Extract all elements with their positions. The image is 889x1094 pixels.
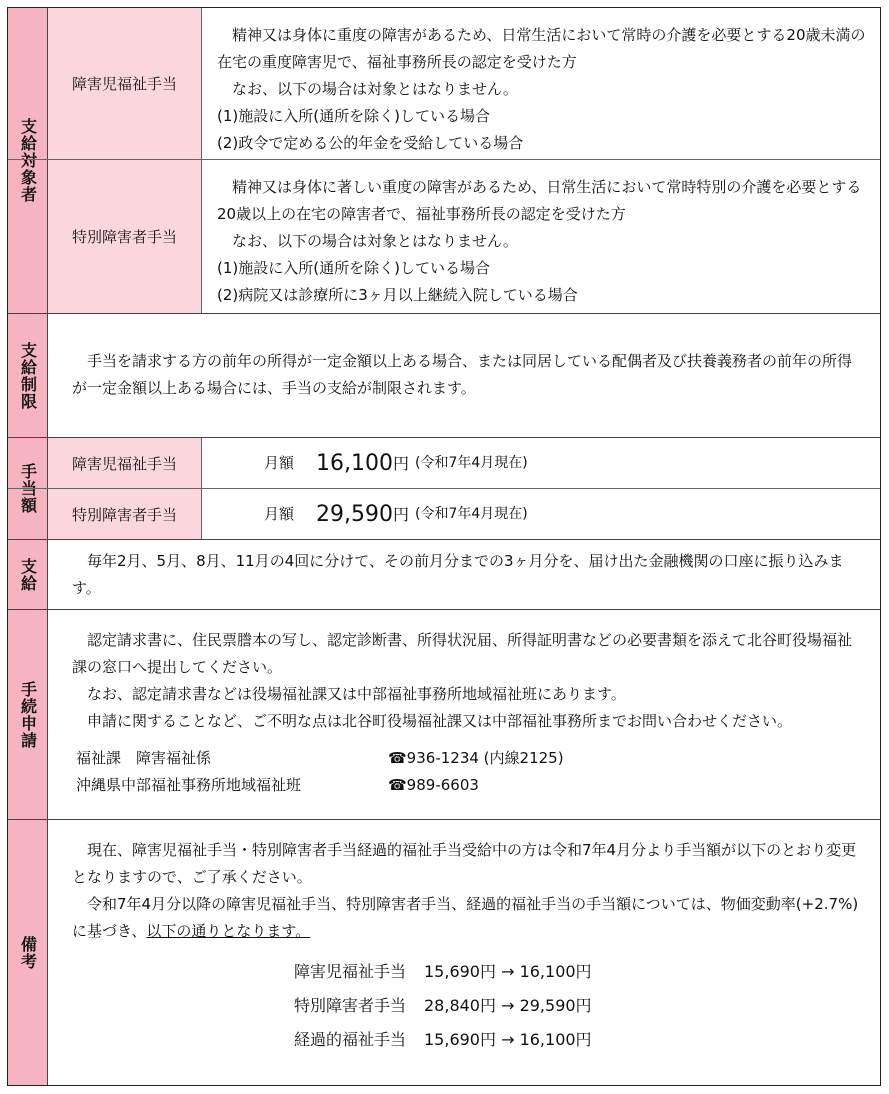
row-label: 障害児福祉手当 bbox=[48, 438, 202, 488]
section-amount bbox=[8, 438, 880, 540]
amount-value: 29,590 bbox=[316, 501, 393, 527]
section-body: 現在、障害児福祉手当・特別障害者手当経過的福祉手当受給中の方は令和7年4月分より手当額が以下のとおり変更となりますので、ご了承ください。 令和7年4月分以降の障害児福祉手当、特別障害者手当、経過的福祉手当の手当額については、物価変動率(+2.7%)に基づき、以下の通りとなります。 障害児福祉手当 15,690円 → 16,100円 特別障害者手当 28,840円 → 29,590円 経過的福祉手当 15,690円 → 16,100円 bbox=[48, 820, 880, 1085]
section-body: 手当を請求する方の前年の所得が一定金額以上ある場合、または同居している配偶者及び扶養義務者の前年の所得が一定金額以上ある場合には、手当の支給が制限されます。 bbox=[72, 352, 853, 397]
amount-value: 16,100 bbox=[316, 450, 393, 476]
contact-row bbox=[72, 745, 866, 772]
row-body: 月額 16,100 円 (令和7年4月現在) bbox=[264, 450, 528, 476]
amount-row bbox=[8, 489, 880, 539]
section-body: 毎年2月、5月、8月、11月の4回に分けて、その前月分までの3ヶ月分を、届け出た金融機関の口座に振り込みます。 bbox=[72, 552, 844, 597]
section-notes bbox=[8, 820, 880, 1085]
eligibility-special-row bbox=[8, 160, 880, 313]
row-label: 特別障害者手当 bbox=[48, 489, 202, 539]
section-eligibility bbox=[8, 8, 880, 314]
contact-row bbox=[72, 772, 866, 799]
amount-change-list bbox=[72, 955, 866, 1057]
section-header: 支給対象者 bbox=[8, 8, 48, 313]
section-header: 手当額 bbox=[8, 438, 48, 539]
row-body: 月額 29,590 円 (令和7年4月現在) bbox=[264, 501, 528, 527]
amount-change-row: 特別障害者手当 28,840円 → 29,590円 bbox=[294, 996, 592, 1015]
section-header: 支給制限 bbox=[8, 314, 48, 437]
section-header: 備考 bbox=[8, 820, 48, 1085]
row-body: 精神又は身体に重度の障害があるため、日常生活において常時の介護を必要とする20歳未満の在宅の重度障害児で、福祉事務所長の認定を受けた方 なお、以下の場合は対象とはなりません。 (1)施設に入所(通所を除く)している場合 (2)政令で定める公的年金を受給している場合 bbox=[217, 26, 866, 152]
contact-name: 沖縄県中部福祉事務所地域福祉班 bbox=[76, 776, 302, 794]
amount-row bbox=[8, 438, 880, 489]
row-label: 特別障害者手当 bbox=[48, 160, 202, 313]
amount-change-row: 障害児福祉手当 15,690円 → 16,100円 bbox=[294, 962, 592, 981]
section-body: 認定請求書に、住民票謄本の写し、認定診断書、所得状況届、所得証明書などの必要書類を添えて北谷町役場福祉課の窓口へ提出してください。 なお、認定請求書などは役場福祉課又は中部福祉事務所地域福祉班にあります。 申請に関することなど、ご不明な点は北谷町役場福祉課又は中部福祉事務所までお問い合わせください。 福祉課 障害福祉係 ☎936-1234 (内線2125) 沖縄県中部福祉事務所地域福祉班 ☎989-6603 bbox=[48, 610, 880, 819]
section-header: 支給 bbox=[8, 540, 48, 609]
amount-change-row: 経過的福祉手当 15,690円 → 16,100円 bbox=[294, 1030, 592, 1049]
allowance-info-table bbox=[7, 7, 881, 1086]
contact-phone: ☎936-1234 (内線2125) bbox=[388, 749, 564, 767]
contact-phone: ☎989-6603 bbox=[388, 776, 479, 794]
eligibility-child-row bbox=[8, 8, 880, 160]
section-procedure bbox=[8, 610, 880, 820]
contact-name: 福祉課 障害福祉係 bbox=[76, 749, 212, 767]
row-label: 障害児福祉手当 bbox=[48, 8, 202, 159]
section-header: 手続申請 bbox=[8, 610, 48, 819]
row-body: 精神又は身体に著しい重度の障害があるため、日常生活において常時特別の介護を必要とする20歳以上の在宅の障害者で、福祉事務所長の認定を受けた方 なお、以下の場合は対象とはなりません。 (1)施設に入所(通所を除く)している場合 (2)病院又は診療所に3ヶ月以上継続入院している場合 bbox=[217, 178, 862, 304]
section-payment bbox=[8, 540, 880, 610]
section-restriction bbox=[8, 314, 880, 438]
